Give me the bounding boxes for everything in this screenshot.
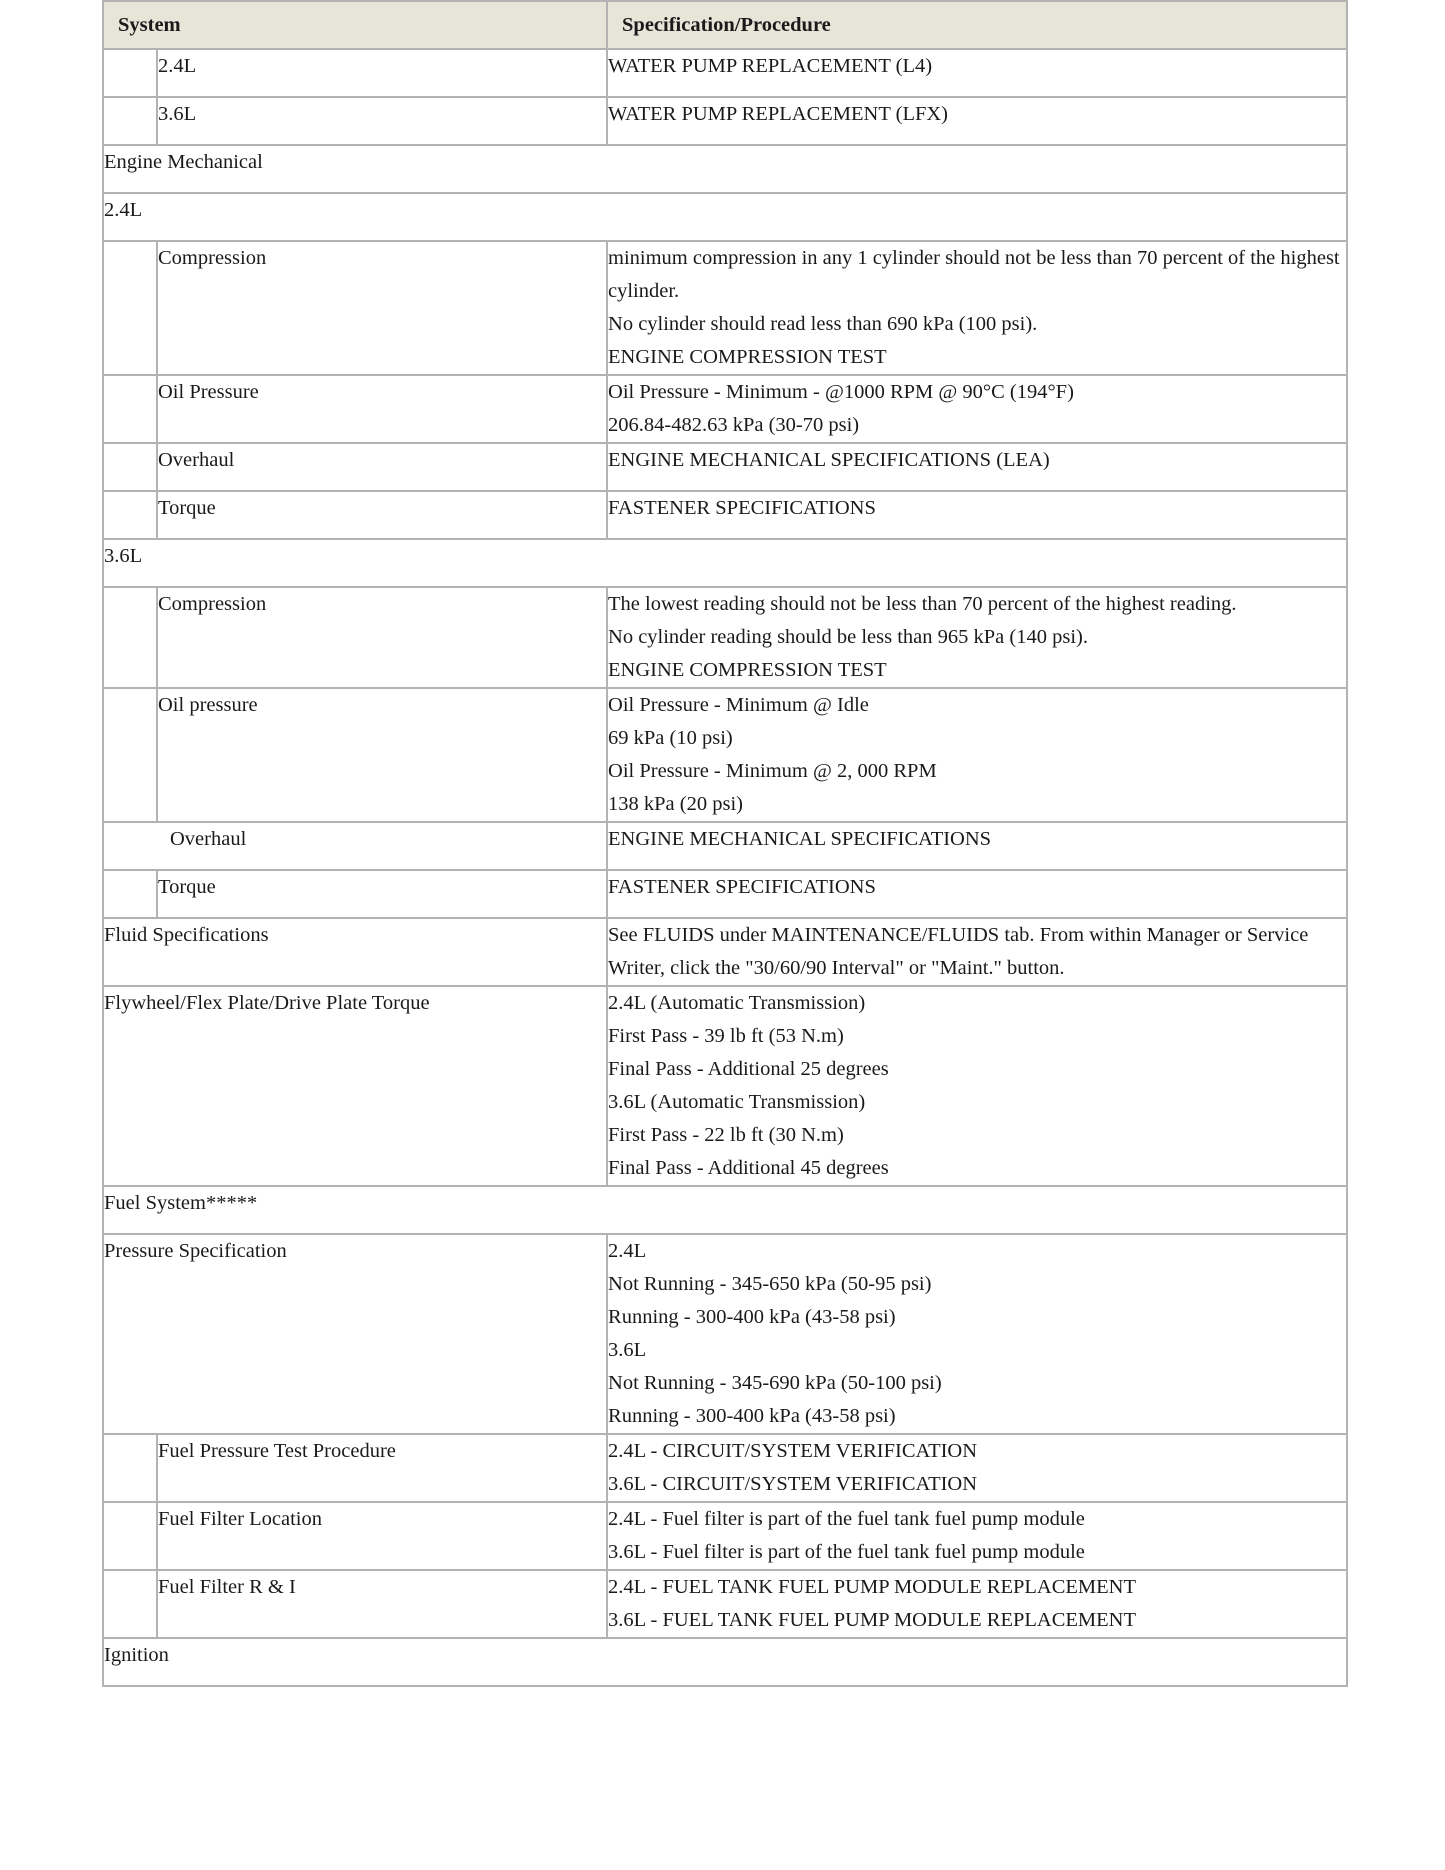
row-label: Overhaul <box>157 443 607 491</box>
row-spec <box>607 1434 1347 1502</box>
section-heading: Fuel System***** <box>103 1186 1347 1234</box>
row-label: Compression <box>157 587 607 688</box>
subsection-row <box>103 539 1347 587</box>
row-spec <box>607 491 1347 539</box>
table-row <box>103 587 1347 688</box>
row-spec <box>607 986 1347 1186</box>
spec-line: 2.4L <box>608 1240 647 1262</box>
spec-line: The lowest reading should not be less than 70 percent of the highest reading. <box>608 593 1237 615</box>
row-spec <box>607 1502 1347 1570</box>
indent-cell <box>103 49 157 97</box>
spec-line: See FLUIDS under MAINTENANCE/FLUIDS tab. From within Manager or Service Writer, click the "30/60/90 Interval" or "Maint." button. <box>608 924 1309 979</box>
spec-line: 3.6L - FUEL TANK FUEL PUMP MODULE REPLACEMENT <box>608 1609 1136 1631</box>
section-row <box>103 1186 1347 1234</box>
indent-cell <box>103 491 157 539</box>
row-spec <box>607 375 1347 443</box>
section-row <box>103 145 1347 193</box>
row-spec <box>607 587 1347 688</box>
table-row <box>103 1502 1347 1570</box>
row-spec <box>607 97 1347 145</box>
spec-line: ENGINE MECHANICAL SPECIFICATIONS (LEA) <box>608 449 1050 471</box>
subsection-row <box>103 193 1347 241</box>
spec-line: 138 kPa (20 psi) <box>608 793 743 815</box>
spec-line: 2.4L - FUEL TANK FUEL PUMP MODULE REPLACEMENT <box>608 1576 1136 1598</box>
row-spec <box>607 1570 1347 1638</box>
row-label: Fuel Pressure Test Procedure <box>157 1434 607 1502</box>
spec-line: Oil Pressure - Minimum @ Idle <box>608 694 869 716</box>
indent-cell <box>103 97 157 145</box>
indent-cell <box>103 375 157 443</box>
table-row <box>103 1234 1347 1434</box>
spec-line: Not Running - 345-690 kPa (50-100 psi) <box>608 1372 942 1394</box>
spec-line: ENGINE MECHANICAL SPECIFICATIONS <box>608 828 992 850</box>
spec-line: 3.6L - CIRCUIT/SYSTEM VERIFICATION <box>608 1473 978 1495</box>
indent-cell <box>103 587 157 688</box>
spec-line: Oil Pressure - Minimum - @1000 RPM @ 90°C (194°F) <box>608 381 1074 403</box>
spec-line: 2.4L - CIRCUIT/SYSTEM VERIFICATION <box>608 1440 978 1462</box>
column-header-spec: Specification/Procedure <box>607 1 1347 49</box>
spec-line: Running - 300-400 kPa (43-58 psi) <box>608 1306 896 1328</box>
section-heading: Engine Mechanical <box>103 145 1347 193</box>
row-label: Torque <box>157 491 607 539</box>
spec-line: Final Pass - Additional 45 degrees <box>608 1157 889 1179</box>
spec-line: minimum compression in any 1 cylinder should not be less than 70 percent of the highest cylinder. <box>608 247 1340 302</box>
indent-cell <box>103 688 157 822</box>
spec-line: First Pass - 22 lb ft (30 N.m) <box>608 1124 844 1146</box>
table-row <box>103 49 1347 97</box>
spec-line: Not Running - 345-650 kPa (50-95 psi) <box>608 1273 932 1295</box>
table-row <box>103 375 1347 443</box>
row-spec <box>607 1234 1347 1434</box>
row-label: Oil Pressure <box>157 375 607 443</box>
spec-line: ENGINE COMPRESSION TEST <box>608 346 887 368</box>
row-spec <box>607 443 1347 491</box>
spec-line: FASTENER SPECIFICATIONS <box>608 876 876 898</box>
spec-line: No cylinder reading should be less than 965 kPa (140 psi). <box>608 626 1088 648</box>
indent-cell <box>103 443 157 491</box>
row-label: 3.6L <box>157 97 607 145</box>
subsection-heading: 2.4L <box>103 193 1347 241</box>
table-row <box>103 443 1347 491</box>
spec-line: 2.4L - Fuel filter is part of the fuel tank fuel pump module <box>608 1508 1085 1530</box>
specifications-table <box>102 0 1348 1687</box>
spec-line: 69 kPa (10 psi) <box>608 727 733 749</box>
row-spec <box>607 822 1347 870</box>
spec-line: WATER PUMP REPLACEMENT (LFX) <box>608 103 948 125</box>
row-spec <box>607 49 1347 97</box>
spec-line: ENGINE COMPRESSION TEST <box>608 659 887 681</box>
spec-line: 2.4L (Automatic Transmission) <box>608 992 866 1014</box>
indent-cell <box>103 1502 157 1570</box>
row-spec <box>607 241 1347 375</box>
indent-cell <box>103 241 157 375</box>
table-row <box>103 241 1347 375</box>
row-label: Compression <box>157 241 607 375</box>
spec-line: Final Pass - Additional 25 degrees <box>608 1058 889 1080</box>
row-label: Fluid Specifications <box>103 918 607 986</box>
row-spec <box>607 870 1347 918</box>
indent-cell <box>103 870 157 918</box>
spec-line: 3.6L <box>608 1339 647 1361</box>
row-label: Pressure Specification <box>103 1234 607 1434</box>
indent-cell <box>103 1570 157 1638</box>
row-label: Oil pressure <box>157 688 607 822</box>
column-header-system: System <box>103 1 607 49</box>
table-row <box>103 1434 1347 1502</box>
spec-line: 3.6L (Automatic Transmission) <box>608 1091 866 1113</box>
row-spec <box>607 688 1347 822</box>
table-row <box>103 918 1347 986</box>
table-row <box>103 1570 1347 1638</box>
spec-line: WATER PUMP REPLACEMENT (L4) <box>608 55 933 77</box>
section-heading: Ignition <box>103 1638 1347 1686</box>
row-spec <box>607 918 1347 986</box>
row-label: 2.4L <box>157 49 607 97</box>
spec-line: Oil Pressure - Minimum @ 2, 000 RPM <box>608 760 937 782</box>
table-row <box>103 822 1347 870</box>
table-row <box>103 986 1347 1186</box>
row-label: Fuel Filter R & I <box>157 1570 607 1638</box>
row-label: Flywheel/Flex Plate/Drive Plate Torque <box>103 986 607 1186</box>
table-row <box>103 491 1347 539</box>
subsection-heading: 3.6L <box>103 539 1347 587</box>
section-row <box>103 1638 1347 1686</box>
row-label: Fuel Filter Location <box>157 1502 607 1570</box>
spec-line: No cylinder should read less than 690 kPa (100 psi). <box>608 313 1038 335</box>
spec-line: 3.6L - Fuel filter is part of the fuel tank fuel pump module <box>608 1541 1085 1563</box>
row-label: Overhaul <box>103 822 607 870</box>
table-row <box>103 97 1347 145</box>
table-row <box>103 688 1347 822</box>
table-row <box>103 870 1347 918</box>
table-header-row <box>103 1 1347 49</box>
indent-cell <box>103 1434 157 1502</box>
spec-line: Running - 300-400 kPa (43-58 psi) <box>608 1405 896 1427</box>
spec-line: First Pass - 39 lb ft (53 N.m) <box>608 1025 844 1047</box>
row-label: Torque <box>157 870 607 918</box>
spec-line: FASTENER SPECIFICATIONS <box>608 497 876 519</box>
spec-line: 206.84-482.63 kPa (30-70 psi) <box>608 414 860 436</box>
